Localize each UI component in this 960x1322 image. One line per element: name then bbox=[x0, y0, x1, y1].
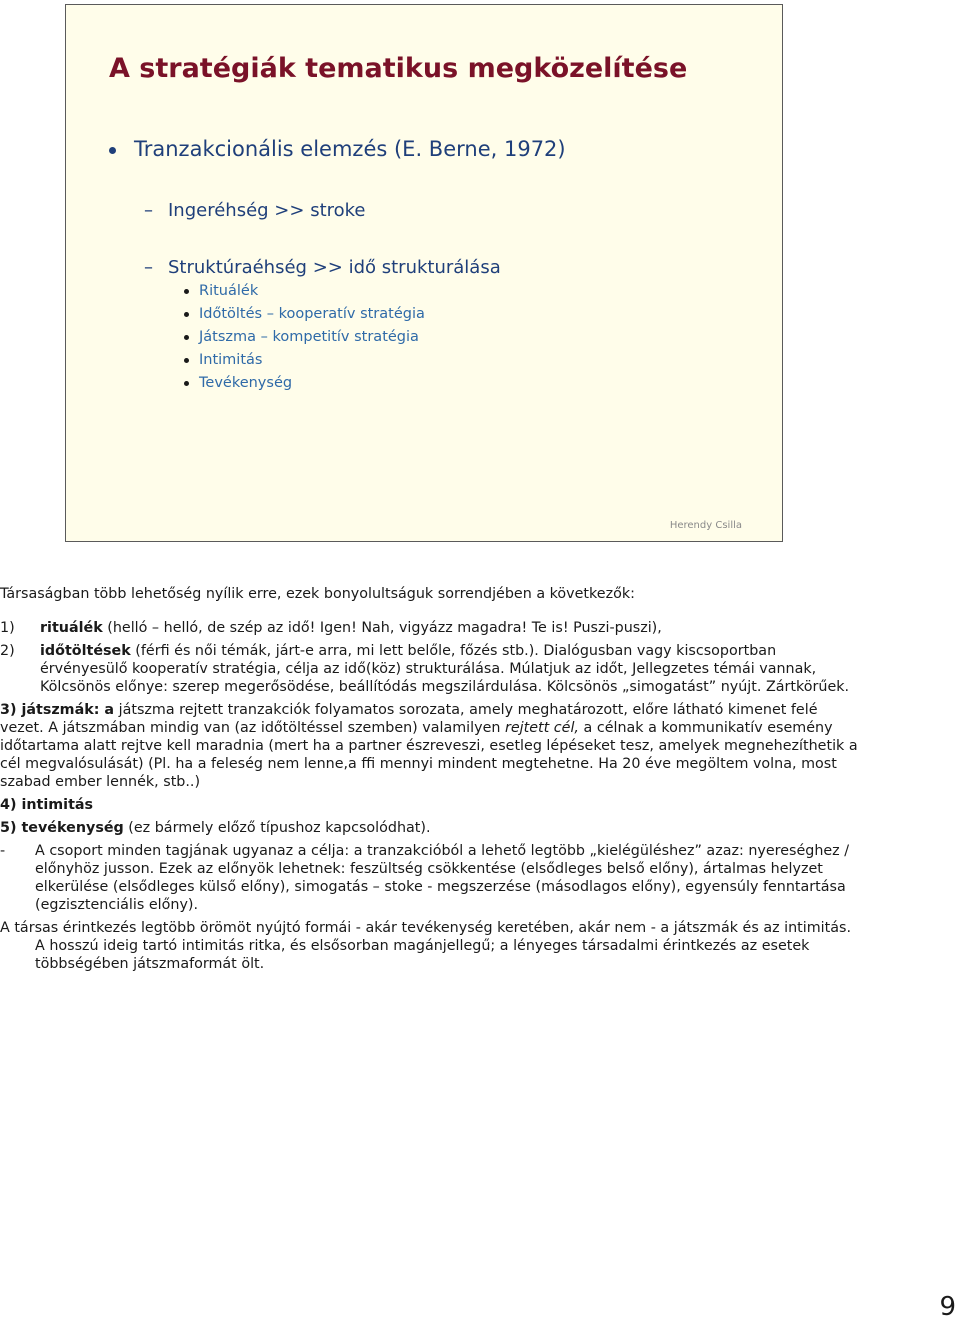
slide-list-item bbox=[184, 306, 425, 322]
games-text: játszma rejtett tranzakciók folyamatos sorozata, amely meghatározott, előre látható kimenet felé vezet. A játszmában mindig van (az időtöltéssel szemben) valamilyen bbox=[0, 702, 818, 736]
bullet-dot-icon bbox=[184, 381, 189, 386]
slide-list-item bbox=[184, 375, 292, 391]
page-number: 9 bbox=[939, 1292, 956, 1322]
closing-paragraph bbox=[0, 919, 860, 973]
notes-body bbox=[0, 585, 860, 973]
slide-frame bbox=[65, 4, 783, 542]
dash-marker: – bbox=[144, 200, 153, 221]
term-activity: 5) tevékenység bbox=[0, 820, 124, 836]
slide-bullet-text: Tranzakcionális elemzés (E. Berne, 1972) bbox=[134, 137, 566, 161]
bullet-dot-icon bbox=[184, 335, 189, 340]
slide-list-item-text: Intimitás bbox=[199, 352, 263, 368]
list-item-content bbox=[40, 619, 662, 637]
slide-bullet bbox=[109, 137, 566, 161]
term-pastimes: időtöltések bbox=[40, 643, 131, 659]
term-games: 3) játszmák: a bbox=[0, 702, 115, 718]
notes-intro: Társaságban több lehetőség nyílik erre, ezek bonyolultságuk sorrendjében a következők: bbox=[0, 586, 635, 602]
slide-list-item bbox=[184, 329, 419, 345]
bullet-dot-icon bbox=[109, 147, 116, 154]
pastimes-text: (férfi és női témák, járt-e arra, mi lett belőle, főzés stb.). Dialógusban vagy kiscsoportban érvényesülő kooperatív stratégia, célja az idő(köz) strukturálása. Múlatjuk az időt, Jellegzetes témái vannak, Kölcsönös előnye: szerep megerősödése, beállítódás megszilárdulása. Kölcsönös „simogatást” nyújt. Zártkörűek. bbox=[40, 643, 850, 695]
slide-title: A stratégiák tematikus megközelítése bbox=[109, 53, 688, 84]
games-hidden-goal: rejtett cél, bbox=[505, 720, 579, 736]
list-item-intimacy bbox=[0, 796, 860, 814]
list-item-content bbox=[40, 642, 860, 696]
slide-list-item bbox=[184, 352, 262, 368]
slide-subpoint-text: Ingeréhség >> stroke bbox=[168, 200, 366, 221]
bullet-dot-icon bbox=[184, 289, 189, 294]
dash-marker: – bbox=[144, 257, 153, 278]
bullet-dot-icon bbox=[184, 312, 189, 317]
term-intimacy: 4) intimitás bbox=[0, 797, 94, 813]
games-text-continued: a célnak a kommunikatív esemény időtartama alatt rejtve kell maradnia (mert ha a partner észreveszi, esetleg lépéseket tesz, amelyek megnehezíthetik a cél megvalósulását) (Pl. ha a feleség nem lenne,a ffi mennyi mindent megtehetne. Ha 20 éve megöltem volna, most szabad ember lennék, stb..) bbox=[0, 720, 858, 790]
list-item-pastimes bbox=[0, 642, 860, 696]
rituals-text: (helló – helló, de szép az idő! Igen! Nah, vigyázz magadra! Te is! Puszi-puszi), bbox=[102, 620, 662, 636]
list-item-rituals bbox=[0, 619, 860, 637]
slide-list-item-text: Időtöltés – kooperatív stratégia bbox=[199, 306, 425, 322]
slide-subpoint bbox=[144, 257, 501, 278]
slide-subpoint bbox=[144, 200, 366, 221]
list-item-games bbox=[0, 701, 860, 791]
slide-list-item bbox=[184, 283, 258, 299]
dash-marker: - bbox=[0, 843, 6, 859]
closing-text: A társas érintkezés legtöbb örömöt nyújtó formái - akár tevékenység keretében, akár nem - a játszmák és az intimitás. A hosszú ideig tartó intimitás ritka, és elsősorban magánjellegű; a lényeges társadalmi érintkezés az esetek többségében játszmaformát ölt. bbox=[0, 920, 851, 972]
slide-list-item-text: Rituálék bbox=[199, 283, 259, 299]
dash-paragraph-text: A csoport minden tagjának ugyanaz a célja: a tranzakcióból a lehető legtöbb „kielégüléshez” azaz: nyereséghez / előnyhöz jusson. Ezek az előnyök lehetnek: feszültség csökkentése (elsődleges belső előny), ártalmas helyzet elkerülése (elsődleges külső előny), simogatás – stoke - megszerzése (másodlagos előny), egyensúly fenntartása (egzisztenciális előny). bbox=[35, 843, 850, 913]
list-number: 2) bbox=[0, 643, 15, 659]
slide-footer-author: Herendy Csilla bbox=[669, 520, 742, 531]
list-number: 1) bbox=[0, 620, 15, 636]
slide-subpoint-text: Struktúraéhség >> idő strukturálása bbox=[168, 257, 501, 278]
dash-paragraph bbox=[0, 842, 860, 914]
activity-text: (ez bármely előző típushoz kapcsolódhat). bbox=[123, 820, 431, 836]
bullet-dot-icon bbox=[184, 358, 189, 363]
term-rituals: rituálék bbox=[40, 620, 103, 636]
slide-list-item-text: Tevékenység bbox=[199, 375, 293, 391]
list-item-activity bbox=[0, 819, 860, 837]
slide-list-item-text: Játszma – kompetitív stratégia bbox=[199, 329, 419, 345]
